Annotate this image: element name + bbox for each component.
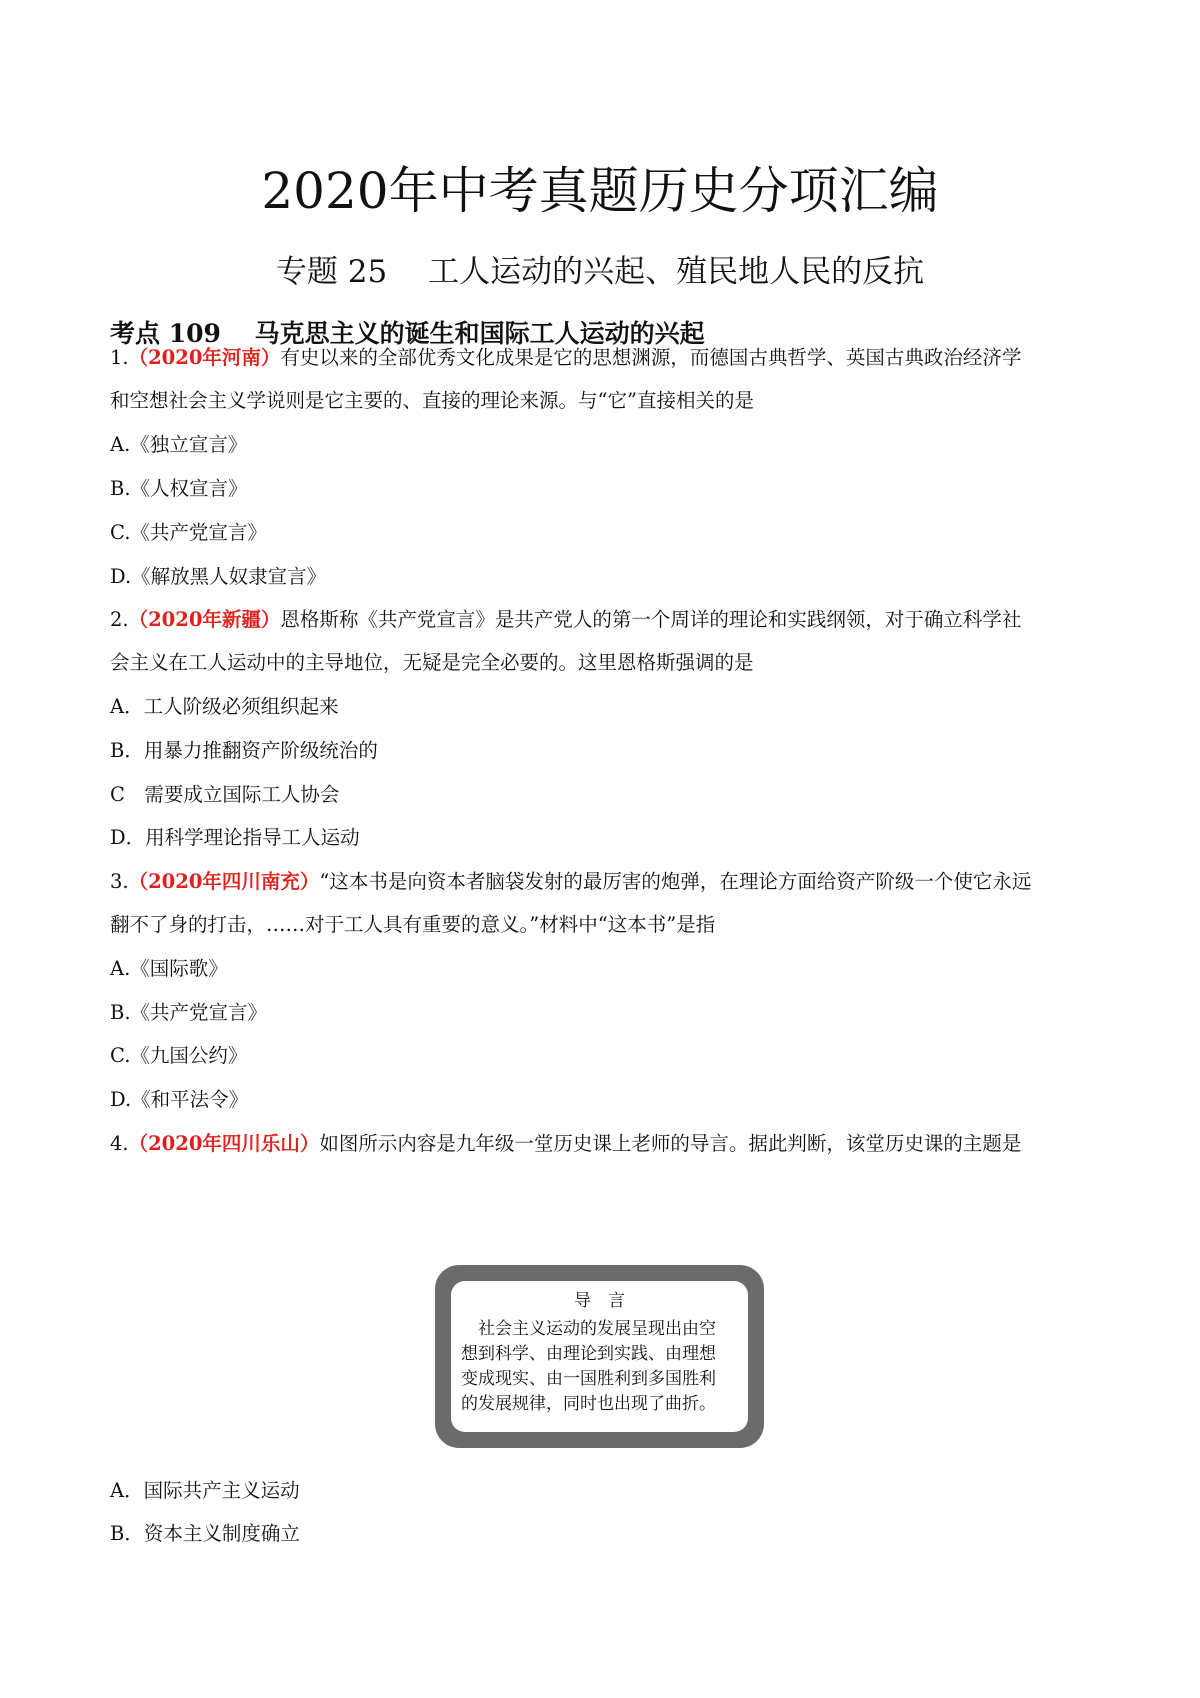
figure-text-line: 想到科学、由理论到实践、由理想: [461, 1344, 716, 1364]
question-2-option-a: A．工人阶级必须组织起来: [110, 695, 339, 718]
question-2-stem: [110, 605, 1021, 635]
question-text: 有史以来的全部优秀文化成果是它的思想渊源，而德国古典哲学、英国古典政治经济学: [280, 346, 1022, 369]
question-2-stem-cont: 会主义在工人运动中的主导地位，无疑是完全必要的。这里恩格斯强调的是: [110, 651, 754, 674]
introduction-figure: [435, 1265, 764, 1448]
figure-text-line: 社会主义运动的发展呈现出由空: [461, 1319, 716, 1339]
question-1-stem-cont: 和空想社会主义学说则是它主要的、直接的理论来源。与“它”直接相关的是: [110, 389, 754, 412]
question-3-stem: [110, 867, 1031, 897]
figure-text-line: 的发展规律，同时也出现了曲折。: [461, 1394, 716, 1414]
question-4-stem: [110, 1129, 1021, 1159]
question-number: 2.: [110, 608, 129, 631]
question-text: 如图所示内容是九年级一堂历史课上老师的导言。据此判断，该堂历史课的主题是: [319, 1132, 1022, 1155]
question-number: 3.: [110, 870, 129, 893]
question-number: 1.: [110, 346, 129, 369]
question-1-option-c: C.《共产党宣言》: [110, 521, 267, 544]
question-text: “这本书是向资本者脑袋发射的最厉害的炮弹，在理论方面给资产阶级一个使它永远: [319, 870, 1032, 893]
question-number: 4.: [110, 1132, 129, 1155]
figure-text-line: 变成现实、由一国胜利到多国胜利: [461, 1369, 716, 1389]
question-3-option-d: D.《和平法令》: [110, 1088, 249, 1111]
question-2-option-c: C 需要成立国际工人协会: [110, 783, 340, 806]
section-heading: 考点 109 马克思主义的诞生和国际工人运动的兴起: [110, 319, 705, 348]
question-4-option-a: A．国际共产主义运动: [110, 1479, 300, 1502]
question-3-option-c: C.《九国公约》: [110, 1044, 248, 1067]
figure-title: 导 言: [574, 1291, 625, 1311]
question-3-option-a: A.《国际歌》: [110, 957, 228, 980]
question-1-option-d: D.《解放黑人奴隶宣言》: [110, 565, 327, 588]
question-3-stem-cont: 翻不了身的打击，……对于工人具有重要的意义。”材料中“这本书”是指: [110, 913, 716, 936]
question-1-option-a: A.《独立宣言》: [110, 433, 248, 456]
question-3-option-b: B.《共产党宣言》: [110, 1001, 268, 1024]
question-text: 恩格斯称《共产党宣言》是共产党人的第一个周详的理论和实践纲领，对于确立科学社: [280, 608, 1022, 631]
question-1-stem: [110, 343, 1021, 373]
question-2-option-b: B．用暴力推翻资产阶级统治的: [110, 739, 378, 762]
question-4-option-b: B．资本主义制度确立: [110, 1522, 300, 1545]
question-source: （2020年新疆）: [128, 608, 281, 631]
introduction-figure-panel: [451, 1281, 748, 1432]
question-source: （2020年河南）: [128, 346, 281, 369]
question-2-option-d: D．用科学理论指导工人运动: [110, 826, 360, 849]
document-title: 2020年中考真题历史分项汇编: [261, 162, 939, 220]
question-source: （2020年四川南充）: [128, 870, 320, 893]
question-1-option-b: B.《人权宣言》: [110, 477, 248, 500]
question-source: （2020年四川乐山）: [128, 1132, 320, 1155]
topic-subtitle: 专题 25 工人运动的兴起、殖民地人民的反抗: [275, 254, 925, 290]
